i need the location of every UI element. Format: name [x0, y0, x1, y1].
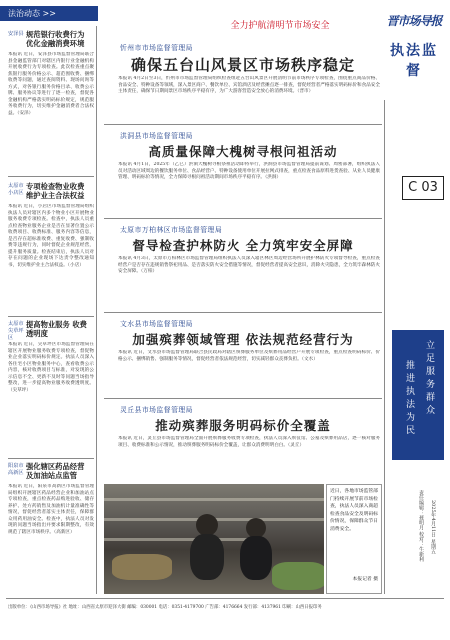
left-article-2	[8, 182, 94, 312]
article-title: 督导检查护林防火 全力筑牢安全屏障	[132, 238, 354, 253]
footer-imprint: 出版单位：《山西市场导报》社 地址：山西省太原市迎泽大街 邮编：030001 电话：0351-4179700 广告部：4176664 发行部：4137961 印刷：山西日报印务	[8, 605, 322, 610]
page-slogan: 全力护航清明节市场安全	[230, 21, 330, 31]
sidebar-date: 2025年4月11日 星期五	[430, 500, 436, 554]
masthead	[384, 14, 444, 79]
left-location: 安泽县	[8, 31, 24, 37]
masthead-logo: 晋市场导报	[386, 14, 442, 28]
article-title: 加强殡葬领域管理 依法规范经营行为	[132, 332, 354, 347]
article-location: 太原市万柏林区市场监督管理局	[120, 226, 223, 234]
left-title: 规范银行收费行为 优化金融消费环境	[26, 30, 85, 48]
article-body: 本报讯 4月1日，2025年（乙巳）洪洞大槐树寻根祭祖活动即将举行，洪洞县市场监督管理局提前谋划、周密部署，组织执法人员对活动区域周边的餐饮服务单位、食品经营户、特种设备使用单位开展拉网式排查，重点检查食品原料进货查验、从业人员健康管理、明码标价等情况，全力保障寻根问祖活动期间市场秩序平稳有序。（洪洞）	[118, 162, 380, 180]
motto-line-1: 立足服务群众	[424, 340, 434, 418]
sidebar-divider	[384, 100, 385, 594]
left-article-1	[8, 30, 94, 166]
column-divider	[96, 26, 97, 594]
left-title: 强化辖区药品经营 及加油站点监管	[26, 462, 85, 480]
left-body: 本报讯 近日，阳泉市高新区市场监督管理局组织开展辖区药品经营企业和加油站点专项检查，重点检查药品购进验收、储存养护、处方药销售及加油机计量准确性等情况，督促经营者落实主体责任，保障群众用药用油安全。检查中，执法人员对发现的问题当场指出并要求限期整改，有效规范了辖区市场秩序。（高新区）	[8, 484, 94, 535]
motto-line-2: 推进执法为民	[404, 360, 414, 438]
article-location: 忻州市市场监督管理局	[120, 44, 193, 52]
section-label: 法治动态 >>	[0, 6, 98, 21]
footer-divider	[6, 598, 444, 599]
divider	[104, 312, 382, 313]
divider	[104, 124, 382, 125]
article-body: 本报讯 4月3日，太原市万柏林区市场监督管理局组织执法人员深入辖区林区周边经营场所开展护林防火专项督导检查，重点检查经营户是否存在违规销售祭祀用品、是否落实防火安全措施等情况，督促经营者提高安全意识，消除火灾隐患，全力筑牢森林防火安全屏障。（万柏）	[118, 256, 380, 274]
left-location: 阳泉市 高新区	[8, 463, 24, 476]
left-body: 本报讯 近日，安泽县市场监督管理局联合县金融监管部门对辖区内银行业金融机构开展收费行为专项检查。此次检查重点聚焦银行服务价格公示、超范围收费、捆绑收费等问题，通过查阅资料、现场问询等方式，对各银行服务价格目录、收费公示牌、服务协议等进行了逐一检查，督促各金融机构严格落实明码标价规定，规范服务收费行为，切实维护金融消费者合法权益。（安泽）	[8, 52, 94, 116]
left-body: 本报讯 近日，小店区市场监督管理局组织执法人员对辖区内多个物业小区开展物业服务收费专项检查。检查中，执法人员重点检查物业服务企业是否在显著位置公示收费项目、收费标准、服务内容等信息，是否存在超标准收费、重复收费、强制收费等违规行为，同时督促企业规范经营，提升服务质量。检查结束后，执法人员对存在问题的企业现场下达责令整改通知书，切实维护业主合法权益。（小店）	[8, 204, 94, 268]
left-article-3	[8, 320, 94, 452]
article-title: 高质量保障大槐树寻根问祖活动	[148, 144, 338, 159]
divider	[104, 218, 382, 219]
left-title: 专项检查物业收费 维护业主合法权益	[26, 182, 85, 200]
sidebar-motto-box	[392, 330, 444, 460]
left-article-4	[8, 462, 94, 592]
column-name: 执法监督	[390, 43, 438, 79]
article-body: 本报讯 近日，文水县市场监督管理局联合县民政局对辖区殡葬服务单位及殡葬用品经营户开展专项检查，重点检查明码标价、价格公示、捆绑销售、强制服务等情况，督促经营者依法规范经营，切实减轻群众丧葬负担。（文水）	[118, 350, 380, 362]
article-body: 本报讯 4月2日至3日，忻州市市场监督管理局组织检查组赴五台山风景区开展清明节前市场秩序专项检查，围绕重点商品价格、食品安全、特种设备等领域，深入景区商户、餐饮单位、宾馆酒店及经营摊点逐一排查，督促经营者严格落实明码标价和食品安全主体责任，确保节日期间景区市场秩序平稳有序，为广大游客营造安全放心的消费环境。（晋市）	[118, 76, 380, 94]
photo-credit: 本报记者 摄	[352, 577, 378, 582]
article-body: 本报讯 近日，灵丘县市场监督管理局全面开展殡葬服务收费专项检查，执法人员深入殡仪馆、公墓及殡葬用品店，逐一核对服务项目、收费标准和公示情况，推动殡葬服务明码标价全覆盖，让群众消费明明白白。（灵丘）	[118, 436, 380, 448]
article-title: 确保五台山风景区市场秩序稳定	[130, 56, 355, 74]
left-location: 太原市 尖草坪区	[8, 321, 24, 341]
divider	[104, 398, 382, 399]
divider	[8, 316, 94, 317]
left-location: 太原市 小店区	[8, 183, 24, 196]
photo-caption-box	[326, 484, 382, 594]
page-number-box: C 03	[402, 176, 444, 200]
divider	[8, 458, 94, 459]
article-location: 文水县市场监督管理局	[120, 320, 193, 328]
left-title: 提高物业服务 收费透明度	[26, 320, 87, 338]
divider	[8, 176, 94, 177]
article-location: 灵丘县市场监督管理局	[120, 406, 193, 414]
left-body: 本报讯 近日，尖草坪区市场监督管理局在辖区开展物业服务收费专项检查，督促物业企业落实明码标价规定。执法人员深入各住宅小区物业服务中心，查看收费公示内容，核对收费项目与标准，对发现的公示信息不全、更新不及时等问题当场指导整改，进一步提高物业服务收费透明度。（尖草坪）	[8, 342, 94, 393]
photo-caption: 近日，各地市场监管部门持续开展节前市场检查，执法人员深入商超检查食品安全及明码标价情况，保障群众节日消费安全。	[330, 489, 378, 532]
article-location: 洪洞县市场监督管理局	[120, 132, 193, 140]
article-title: 推动殡葬服务明码标价全覆盖	[155, 418, 331, 433]
sidebar-editor: 责任编辑：聂明月 校对：牛新利	[418, 490, 424, 562]
market-inspection-photo	[104, 484, 324, 594]
